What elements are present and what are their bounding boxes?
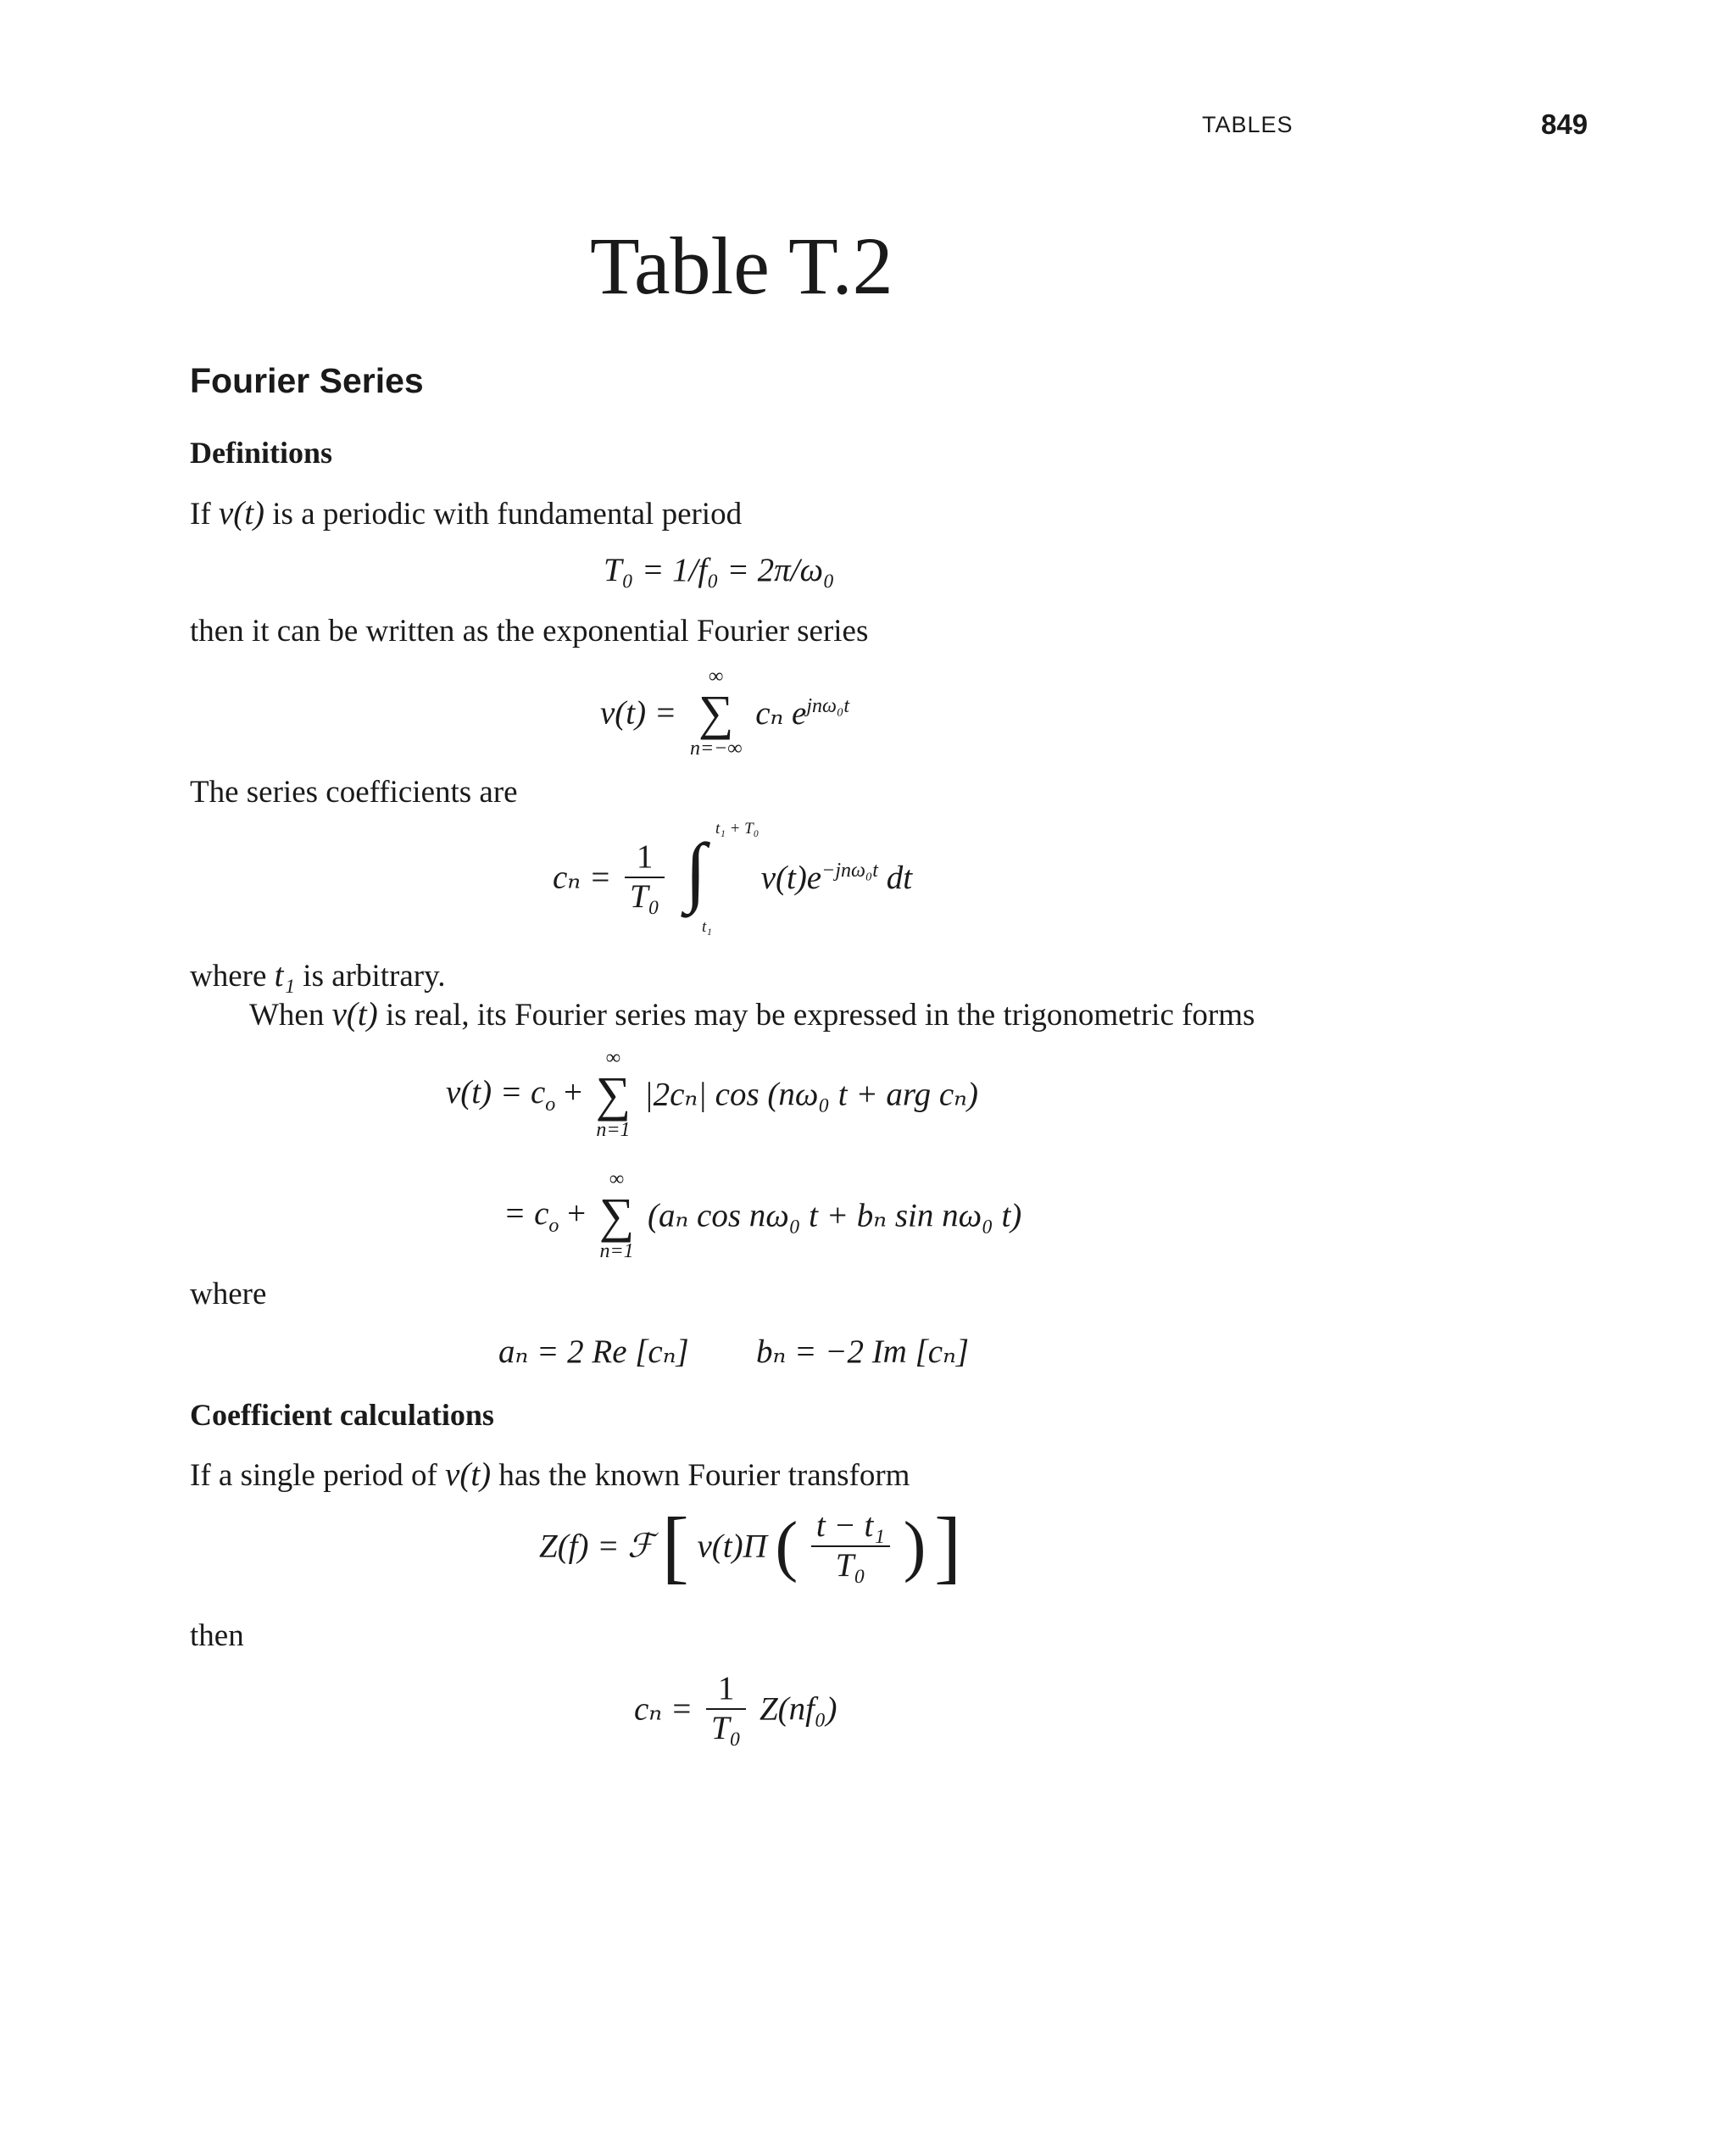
equation-rhs: Z(nf₀) — [759, 1690, 837, 1728]
equation-lhs — [446, 1073, 582, 1116]
sum-upper-limit: ∞ — [609, 1168, 625, 1190]
text: If a single period of — [190, 1458, 437, 1493]
fraction — [706, 1670, 746, 1748]
text: is a periodic with fundamental period — [272, 497, 743, 532]
equation-lhs — [504, 1194, 587, 1237]
lhs-text: v(t) = c — [446, 1073, 546, 1111]
left-paren: ( — [775, 1509, 798, 1584]
lhs-text: = c — [504, 1194, 549, 1232]
term: cₙ e — [755, 694, 807, 732]
inner-term: v(t)Π — [697, 1528, 767, 1565]
text: is real, its Fourier series may be expressed in the trigonometric forms — [385, 998, 1255, 1033]
sigma-symbol: ∑ — [698, 685, 734, 740]
text: has the known Fourier transform — [498, 1458, 910, 1493]
coefficient-from-transform-equation — [634, 1670, 837, 1748]
plus: + — [564, 1073, 582, 1111]
fraction — [625, 838, 665, 916]
denominator: T₀ — [710, 1709, 742, 1746]
trigonometric-form-2 — [504, 1168, 1021, 1263]
text: is arbitrary. — [303, 959, 446, 994]
left-bracket: [ — [661, 1500, 689, 1591]
variable: v(t) — [445, 1456, 492, 1493]
definitions-heading: Definitions — [190, 436, 333, 470]
exponent: −jnω₀t — [821, 859, 878, 882]
sigma-symbol: ∑ — [598, 1188, 635, 1243]
sum-lower-limit: n=1 — [599, 1240, 634, 1262]
definition-line-2: then it can be written as the exponential Fourier series — [190, 614, 869, 649]
integral-lower-limit: t₁ — [701, 918, 712, 936]
fraction — [811, 1507, 890, 1585]
text: If — [190, 497, 211, 532]
definition-line-6: where — [190, 1277, 267, 1311]
coefficient-calculations-heading: Coefficient calculations — [190, 1398, 494, 1432]
section-title: Fourier Series — [190, 361, 424, 400]
denominator: T₀ — [629, 878, 660, 915]
numerator: 1 — [706, 1670, 746, 1710]
summation — [599, 1168, 634, 1263]
integral — [678, 820, 760, 936]
sum-upper-limit: ∞ — [605, 1047, 620, 1069]
sum-lower-limit: n=1 — [596, 1119, 631, 1141]
right-bracket: ] — [934, 1500, 962, 1591]
denominator: T₀ — [835, 1547, 866, 1584]
integrand-term: v(t)e — [760, 859, 822, 896]
definition-line-4 — [190, 956, 445, 994]
equation-lhs: cₙ = — [553, 859, 612, 896]
table-title: Table T.2 — [590, 220, 893, 311]
plus: + — [567, 1194, 587, 1232]
right-paren: ) — [903, 1509, 926, 1584]
running-head: TABLES — [1202, 112, 1294, 137]
exponential-series-equation — [600, 665, 849, 760]
integrand — [761, 860, 912, 896]
text: where — [190, 959, 267, 994]
variable: v(t) — [218, 495, 265, 532]
bn-equation: bₙ = −2 Im [cₙ] — [756, 1333, 970, 1370]
trigonometric-form-1 — [446, 1047, 978, 1142]
summation — [690, 665, 743, 760]
numerator: t − t₁ — [811, 1507, 890, 1547]
definition-line-5 — [249, 995, 1255, 1033]
definition-line-3: The series coefficients are — [190, 775, 518, 810]
sigma-symbol: ∑ — [595, 1066, 632, 1122]
variable: v(t) — [331, 996, 378, 1033]
variable: t₁ — [274, 957, 296, 994]
summation — [596, 1047, 631, 1142]
period-equation: T₀ = 1/f₀ = 2π/ω₀ — [604, 552, 835, 588]
equation-lhs: Z(f) = ℱ — [539, 1528, 654, 1565]
series-term: (aₙ cos nω₀ t + bₙ sin nω₀ t) — [648, 1197, 1022, 1234]
numerator: 1 — [625, 838, 665, 878]
subscript: o — [545, 1093, 556, 1116]
calculation-line-2: then — [190, 1618, 244, 1653]
text: When — [249, 998, 325, 1033]
definition-line-1 — [190, 494, 742, 532]
equation-lhs: v(t) = — [600, 694, 677, 732]
coefficient-integral-equation — [553, 820, 913, 936]
series-term — [755, 695, 849, 732]
equation-lhs: cₙ = — [634, 1690, 693, 1728]
differential: dt — [886, 859, 913, 896]
exponent: jnω₀t — [806, 694, 849, 717]
an-equation: aₙ = 2 Re [cₙ] — [498, 1333, 689, 1370]
sum-lower-limit: n=−∞ — [689, 738, 743, 760]
page-number: 849 — [1541, 109, 1589, 140]
integral-sign: ∫ — [684, 827, 707, 914]
integral-upper-limit: t₁ + T₀ — [715, 820, 760, 838]
calculation-line-1 — [190, 1456, 910, 1494]
series-term: |2cₙ| cos (nω₀ t + arg cₙ) — [643, 1076, 978, 1113]
fourier-transform-equation — [539, 1500, 962, 1591]
sum-upper-limit: ∞ — [709, 665, 724, 688]
subscript: o — [548, 1214, 559, 1237]
